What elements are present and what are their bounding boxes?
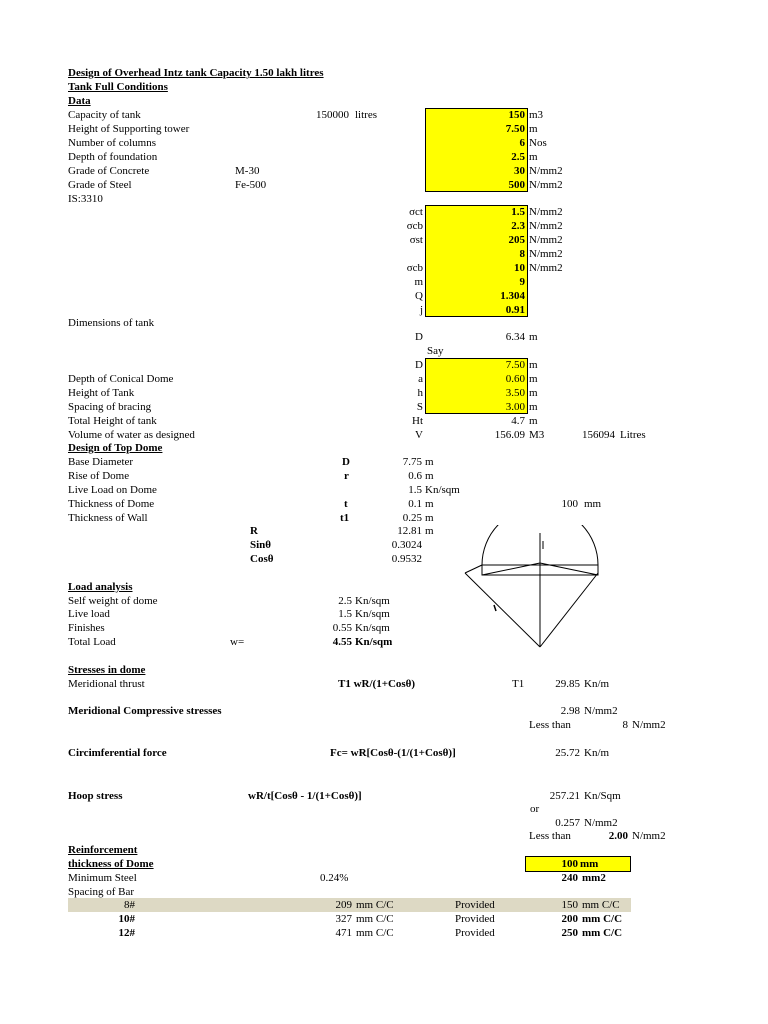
row-value: 150 xyxy=(508,109,525,121)
concrete-grade: M-30 xyxy=(235,165,260,177)
dome-label: Thickness of Wall xyxy=(68,512,148,524)
row-value: 6 xyxy=(519,137,525,149)
stresses-heading: Stresses in dome xyxy=(68,664,146,676)
dim-unit: m xyxy=(529,359,538,371)
geom-value: 0.3024 xyxy=(391,539,422,551)
bar-calc-spacing: 471 xyxy=(335,927,352,939)
dome-symbol: D xyxy=(342,456,350,468)
total-height-value: 4.7 xyxy=(511,415,525,427)
row-unit: m3 xyxy=(529,109,544,121)
dim-value: 3.00 xyxy=(505,401,525,413)
circ-force-formula: Fc= wR[Cosθ-(1/(1+Cosθ)] xyxy=(330,747,456,759)
dim-value: 3.50 xyxy=(505,387,525,399)
geom-symbol: R xyxy=(250,525,258,537)
dim-d-unit: m xyxy=(529,331,538,343)
hoop-limit-value: 2.00 xyxy=(608,830,628,842)
load-unit: Kn/sqm xyxy=(355,608,390,620)
row-unit: m xyxy=(529,123,538,135)
dim-value: 0.60 xyxy=(505,373,525,385)
bar-calc-unit: mm C/C xyxy=(356,899,394,911)
dim-d-value: 6.34 xyxy=(505,331,525,343)
dome-thickness-unit: mm xyxy=(580,858,599,870)
min-steel-label: Minimum Steel xyxy=(68,872,137,884)
dim-symbol: a xyxy=(418,373,423,385)
stress-value: 8 xyxy=(519,248,525,260)
row-label: Grade of Steel xyxy=(68,179,132,191)
dome-thickness-label: thickness of Dome xyxy=(68,858,154,870)
hoop-stress-label: Hoop stress xyxy=(68,790,123,802)
section-subtitle: Tank Full Conditions xyxy=(68,81,168,93)
hoop-stress-unit: Kn/Sqm xyxy=(584,790,621,802)
volume-value: 156.09 xyxy=(494,429,525,441)
bar-provided-label: Provided xyxy=(455,899,495,911)
dome-value: 0.1 xyxy=(408,498,422,510)
stress-symbol: m xyxy=(414,276,423,288)
dim-d-symbol: D xyxy=(415,331,423,343)
dome-symbol: t1 xyxy=(340,512,350,524)
thrust-unit: Kn/m xyxy=(584,678,610,690)
row-value: 2.5 xyxy=(511,151,525,163)
total-height-symbol: Ht xyxy=(412,415,423,427)
row-value: 30 xyxy=(514,165,525,177)
comp-limit-unit: N/mm2 xyxy=(632,719,666,731)
bar-provided-label: Provided xyxy=(455,927,495,939)
dome-unit: m xyxy=(425,512,434,524)
volume-unit: M3 xyxy=(529,429,545,441)
stress-symbol: j xyxy=(419,304,423,316)
dome-unit: Kn/sqm xyxy=(425,484,460,496)
dim-label: Spacing of bracing xyxy=(68,401,152,413)
dome-value: 1.5 xyxy=(408,484,422,496)
stress-value: 1.304 xyxy=(500,290,525,302)
geom-symbol: Sinθ xyxy=(250,539,272,551)
hoop-limit-unit: N/mm2 xyxy=(632,830,666,842)
bar-calc-spacing: 327 xyxy=(335,913,352,925)
min-steel-percent: 0.24% xyxy=(320,872,349,884)
bar-size: 10# xyxy=(118,913,135,925)
dim-symbol: S xyxy=(416,401,423,413)
comp-limit-value: 8 xyxy=(622,719,628,731)
load-label: Self weight of dome xyxy=(68,595,158,607)
dome-symbol: r xyxy=(344,470,349,482)
stress-symbol: σct xyxy=(409,206,423,218)
dim-unit: m xyxy=(529,401,538,413)
bar-size: 8# xyxy=(124,899,135,911)
hoop-stress-formula: wR/t[Cosθ - 1/(1+Cosθ)] xyxy=(248,790,362,802)
row-value: 500 xyxy=(508,179,525,191)
geom-value: 12.81 xyxy=(397,525,422,537)
bar-calc-unit: mm C/C xyxy=(356,913,394,925)
thrust-value: 29.85 xyxy=(555,678,580,690)
circ-force-unit: Kn/m xyxy=(584,747,610,759)
dome-unit: m xyxy=(425,470,434,482)
capacity-litres-unit: litres xyxy=(355,109,377,121)
comp-stress-unit: N/mm2 xyxy=(584,705,618,717)
row-unit: Nos xyxy=(529,137,547,149)
stress-unit: N/mm2 xyxy=(529,262,563,274)
dimensions-label: Dimensions of tank xyxy=(68,317,155,329)
stress-value: 2.3 xyxy=(511,220,525,232)
load-label: Live load xyxy=(68,608,110,620)
bar-size: 12# xyxy=(118,927,135,939)
page-title: Design of Overhead Intz tank Capacity 1.50 lakh litres xyxy=(68,67,324,79)
dome-unit: m xyxy=(425,456,434,468)
circ-force-label: Circimferential force xyxy=(68,747,167,759)
data-heading: Data xyxy=(68,95,91,107)
dome-label: Thickness of Dome xyxy=(68,498,155,510)
circ-force-value: 25.72 xyxy=(555,747,580,759)
dome-thickness-mm: 100 xyxy=(561,498,578,510)
less-than-label: Less than xyxy=(529,719,571,731)
load-heading: Load analysis xyxy=(68,581,133,593)
load-label: Finishes xyxy=(68,622,105,634)
stress-unit: N/mm2 xyxy=(529,206,563,218)
row-unit: m xyxy=(529,151,538,163)
dome-thickness-mm-unit: mm xyxy=(584,498,602,510)
steel-grade: Fe-500 xyxy=(235,179,267,191)
comp-stress-value: 2.98 xyxy=(560,705,580,717)
total-height-label: Total Height of tank xyxy=(68,415,157,427)
row-unit: N/mm2 xyxy=(529,179,563,191)
row-unit: N/mm2 xyxy=(529,165,563,177)
dim-symbol: D xyxy=(415,359,423,371)
thrust-formula: T1 wR/(1+Cosθ) xyxy=(338,678,416,690)
bar-provided-label: Provided xyxy=(455,913,495,925)
row-label: Grade of Concrete xyxy=(68,165,150,177)
hoop-less-than-label: Less than xyxy=(529,830,571,842)
row-label: Capacity of tank xyxy=(68,109,141,121)
stress-value: 0.91 xyxy=(505,304,525,316)
dim-unit: m xyxy=(529,373,538,385)
say-label: Say xyxy=(427,345,444,357)
reinforcement-heading: Reinforcement xyxy=(68,844,138,856)
total-load-label: Total Load xyxy=(68,636,116,648)
stress-value: 205 xyxy=(508,234,525,246)
dim-symbol: h xyxy=(417,387,423,399)
stress-unit: N/mm2 xyxy=(529,220,563,232)
total-load-unit: Kn/sqm xyxy=(355,636,393,648)
dome-value: 7.75 xyxy=(402,456,422,468)
w-label: w= xyxy=(230,636,245,648)
dome-sketch xyxy=(455,525,615,655)
load-unit: Kn/sqm xyxy=(355,622,390,634)
stress-value: 1.5 xyxy=(511,206,525,218)
bar-calc-unit: mm C/C xyxy=(356,927,394,939)
dome-symbol: t xyxy=(344,498,348,510)
dome-label: Base Diameter xyxy=(68,456,134,468)
spacing-label: Spacing of Bar xyxy=(68,886,134,898)
load-value: 0.55 xyxy=(332,622,352,634)
dim-label: Depth of Conical Dome xyxy=(68,373,174,385)
stress-symbol: σcb xyxy=(406,220,423,232)
bar-provided-unit: mm C/C xyxy=(582,913,623,925)
volume-label: Volume of water as designed xyxy=(68,429,195,441)
row-label: IS:3310 xyxy=(68,193,103,205)
stress-unit: N/mm2 xyxy=(529,248,563,260)
hoop-stress-value: 257.21 xyxy=(549,790,580,802)
bar-provided-value: 200 xyxy=(561,913,578,925)
top-dome-heading: Design of Top Dome xyxy=(68,442,163,454)
bar-provided-unit: mm C/C xyxy=(582,899,620,911)
dome-unit: m xyxy=(425,498,434,510)
stress-unit: N/mm2 xyxy=(529,234,563,246)
geom-value: 0.9532 xyxy=(391,553,422,565)
dome-label: Live Load on Dome xyxy=(68,484,157,496)
dome-thickness-value: 100 xyxy=(561,858,578,870)
stress-symbol: σcb xyxy=(406,262,423,274)
geom-symbol: Cosθ xyxy=(250,553,274,565)
hoop-stress-value-2: 0.257 xyxy=(555,817,580,829)
t1-symbol: T1 xyxy=(512,678,525,690)
comp-stress-label: Meridional Compressive stresses xyxy=(68,705,222,717)
load-value: 2.5 xyxy=(338,595,352,607)
stress-symbol: σst xyxy=(409,234,423,246)
dome-label: Rise of Dome xyxy=(68,470,130,482)
row-value: 7.50 xyxy=(505,123,525,135)
row-label: Height of Supporting tower xyxy=(68,123,190,135)
volume-litres: 156094 xyxy=(582,429,615,441)
load-value: 1.5 xyxy=(338,608,352,620)
dim-unit: m xyxy=(529,387,538,399)
dim-value: 7.50 xyxy=(505,359,525,371)
dome-value: 0.25 xyxy=(402,512,422,524)
row-label: Number of columns xyxy=(68,137,156,149)
stress-value: 10 xyxy=(514,262,525,274)
stress-symbol: Q xyxy=(415,290,423,302)
total-load-value: 4.55 xyxy=(332,636,352,648)
row-label: Depth of foundation xyxy=(68,151,158,163)
capacity-litres: 150000 xyxy=(316,109,349,121)
geom-unit: m xyxy=(425,525,434,537)
dim-label: Height of Tank xyxy=(68,387,135,399)
hoop-stress-unit-2: N/mm2 xyxy=(584,817,618,829)
bar-calc-spacing: 209 xyxy=(335,899,352,911)
total-height-unit: m xyxy=(529,415,538,427)
bar-provided-unit: mm C/C xyxy=(582,927,623,939)
volume-litres-unit: Litres xyxy=(620,429,646,441)
stress-value: 9 xyxy=(519,276,525,288)
min-steel-value: 240 xyxy=(561,872,578,884)
bar-provided-value: 150 xyxy=(561,899,578,911)
bar-provided-value: 250 xyxy=(561,927,578,939)
min-steel-unit: mm2 xyxy=(582,872,606,884)
or-label: or xyxy=(530,803,540,815)
dome-value: 0.6 xyxy=(408,470,422,482)
load-unit: Kn/sqm xyxy=(355,595,390,607)
volume-symbol: V xyxy=(415,429,423,441)
thrust-label: Meridional thrust xyxy=(68,678,145,690)
